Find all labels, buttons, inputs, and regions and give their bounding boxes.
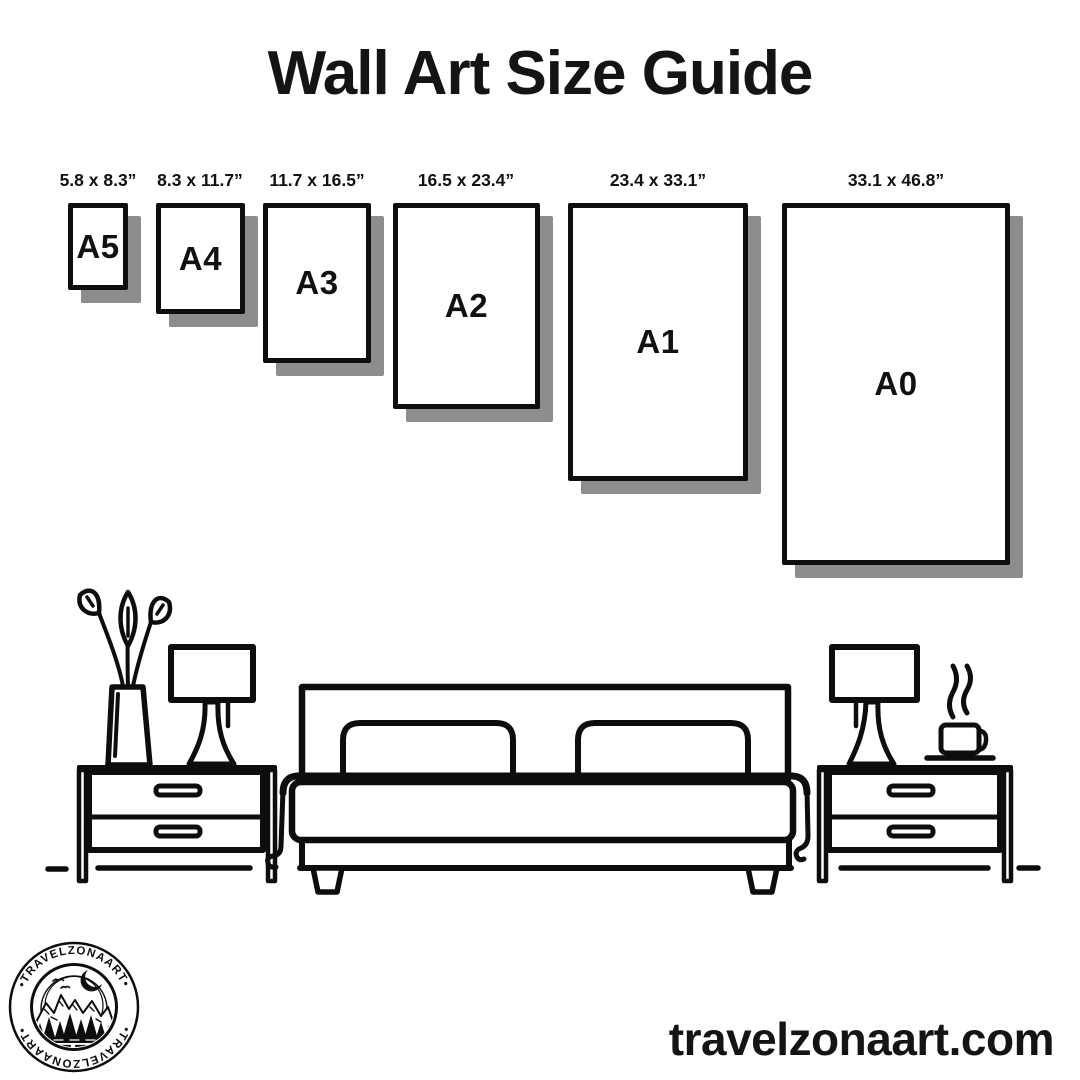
website-url: travelzonaart.com	[668, 1013, 1054, 1065]
table-lamp-right-icon	[832, 647, 917, 764]
size-dimensions-a5: 5.8 x 8.3”	[59, 170, 137, 190]
size-code-a1: A1	[636, 323, 680, 360]
table-lamp-left-icon	[171, 647, 253, 764]
pillow-icon	[343, 723, 513, 779]
pillow-icon	[578, 723, 748, 779]
size-code-a2: A2	[444, 287, 489, 324]
size-dimensions-a0: 33.1 x 46.8”	[847, 170, 945, 190]
logo-arc-text-top: •TRAVELZONAART•	[16, 944, 132, 990]
steam-icon	[964, 666, 971, 713]
size-dimensions-a3: 11.7 x 16.5”	[269, 170, 365, 190]
size-dimensions-a1: 23.4 x 33.1”	[609, 170, 707, 190]
bed-icon	[268, 687, 808, 892]
size-code-a3: A3	[295, 264, 339, 301]
bedroom-illustration	[0, 580, 1080, 910]
size-code-a5: A5	[76, 227, 120, 265]
nightstand-right-icon	[817, 765, 1013, 881]
size-box-a4	[156, 203, 245, 314]
logo-arc-text-bottom: •TRAVELZONAART•	[16, 1024, 132, 1070]
size-code-a4: A4	[178, 239, 223, 277]
size-dimensions-a4: 8.3 x 11.7”	[157, 170, 243, 190]
size-dimensions-a2: 16.5 x 23.4”	[417, 170, 515, 190]
coffee-cup-icon	[927, 666, 993, 758]
size-box-a2	[393, 203, 540, 409]
size-box-a3	[263, 203, 371, 363]
bed-leg	[313, 868, 342, 892]
brand-logo-badge	[4, 937, 144, 1077]
steam-icon	[950, 666, 957, 717]
size-box-a0	[782, 203, 1010, 565]
blanket-drape	[796, 790, 808, 860]
size-code-a0: A0	[874, 365, 918, 402]
nightstand-left-icon	[77, 765, 277, 881]
bed-leg	[748, 868, 777, 892]
size-box-a1	[568, 203, 748, 481]
vase-plant-icon	[79, 591, 169, 765]
mountain-scene-icon	[32, 970, 116, 1055]
page-title: Wall Art Size Guide	[267, 39, 813, 108]
size-box-a5	[68, 203, 128, 290]
